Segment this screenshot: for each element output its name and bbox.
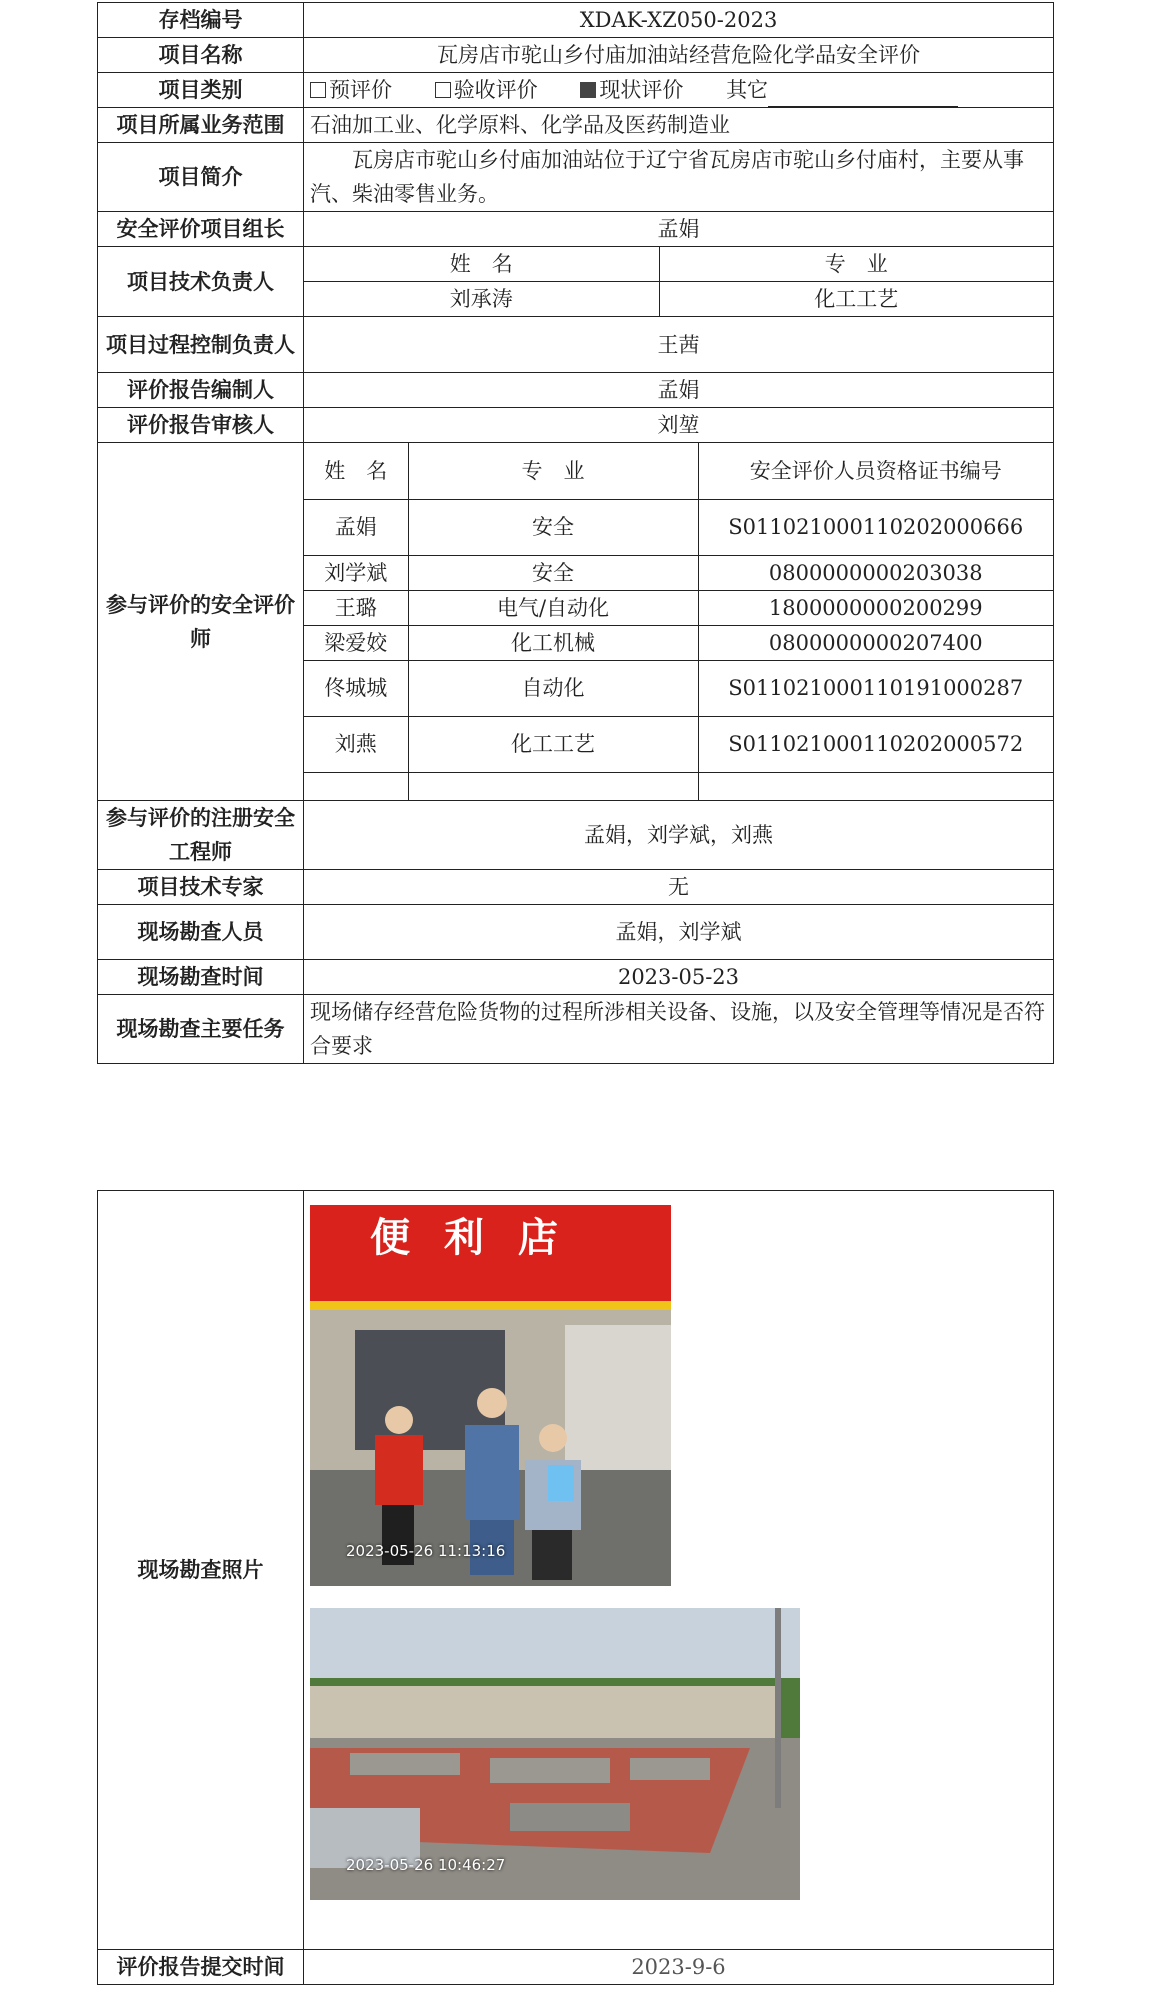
project-type-label: 项目类别 — [98, 73, 304, 108]
table-row — [304, 443, 1053, 499]
compiler-label: 评价报告编制人 — [98, 373, 304, 408]
project-name-value: 瓦房店市驼山乡付庙加油站经营危险化学品安全评价 — [304, 38, 1054, 73]
row-photos — [98, 1191, 1054, 1950]
evaluator-cert: S011021000110202000572 — [698, 716, 1053, 772]
tech-lead-subtable — [304, 247, 1053, 316]
row-summary — [98, 143, 1054, 212]
tech-lead-name: 刘承涛 — [304, 282, 659, 317]
evaluators-subtable — [304, 443, 1053, 800]
table-row — [304, 555, 1053, 590]
row-tech-lead — [98, 247, 1054, 317]
tech-lead-header-major: 专 业 — [659, 247, 1053, 282]
archive-value: XDAK-XZ050-2023 — [304, 3, 1054, 38]
tech-lead-header-name: 姓 名 — [304, 247, 659, 282]
site-photo-tank-area[interactable] — [310, 1608, 800, 1900]
evaluators-label: 参与评价的安全评价师 — [98, 443, 304, 801]
survey-task-value: 现场储存经营危险货物的过程所涉相关设备、设施，以及安全管理等情况是否符合要求 — [304, 995, 1054, 1064]
engineers-value: 孟娟，刘学斌，刘燕 — [304, 801, 1054, 870]
photos-label: 现场勘查照片 — [98, 1191, 304, 1950]
row-archive — [98, 3, 1054, 38]
table-row — [304, 499, 1053, 555]
row-survey-time — [98, 960, 1054, 995]
evaluator-major: 电气/自动化 — [408, 590, 698, 625]
team-leader-value: 孟娟 — [304, 212, 1054, 247]
summary-label: 项目简介 — [98, 143, 304, 212]
evaluator-name: 孟娟 — [304, 499, 408, 555]
survey-time-value: 2023-05-23 — [304, 960, 1054, 995]
row-survey-task — [98, 995, 1054, 1064]
evaluator-major: 自动化 — [408, 660, 698, 716]
row-compiler — [98, 373, 1054, 408]
survey-staff-value: 孟娟，刘学斌 — [304, 905, 1054, 960]
checked-box-icon — [580, 82, 596, 98]
row-reviewer — [98, 408, 1054, 443]
summary-value: 瓦房店市驼山乡付庙加油站位于辽宁省瓦房店市驼山乡付庙村，主要从事汽、柴油零售业务。 — [304, 143, 1054, 212]
store-sign-text: 便 利 店 — [370, 1215, 568, 1261]
tech-lead-major: 化工工艺 — [814, 287, 899, 311]
process-lead-label: 项目过程控制负责人 — [98, 317, 304, 373]
row-team-leader — [98, 212, 1054, 247]
business-scope-label: 项目所属业务范围 — [98, 108, 304, 143]
store-photo-image — [310, 1205, 671, 1586]
info-table — [97, 2, 1054, 1064]
row-evaluators — [98, 443, 1054, 801]
table-row — [304, 625, 1053, 660]
photo-table — [97, 1190, 1054, 1985]
evaluator-name: 梁爱姣 — [304, 625, 408, 660]
business-scope-value: 石油加工业、化学原料、化学品及医药制造业 — [304, 108, 1054, 143]
site-photo-store[interactable] — [310, 1205, 671, 1586]
evaluator-name: 王璐 — [304, 590, 408, 625]
survey-time-label: 现场勘查时间 — [98, 960, 304, 995]
process-lead-value: 王茜 — [304, 317, 1054, 373]
evaluator-cert: 0800000000203038 — [698, 555, 1053, 590]
survey-staff-label: 现场勘查人员 — [98, 905, 304, 960]
option-pre[interactable]: 预评价 — [310, 78, 392, 102]
tech-lead-label: 项目技术负责人 — [98, 247, 304, 317]
table-row — [304, 716, 1053, 772]
row-submit-time — [98, 1950, 1054, 1985]
row-project-type — [98, 73, 1054, 108]
option-acceptance[interactable]: 验收评价 — [435, 78, 538, 102]
row-survey-staff — [98, 905, 1054, 960]
evaluator-name: 刘学斌 — [304, 555, 408, 590]
evaluator-major: 安全 — [408, 555, 698, 590]
header-name: 姓 名 — [304, 443, 408, 499]
compiler-value: 孟娟 — [304, 373, 1054, 408]
project-type-options — [304, 73, 1054, 108]
engineers-label: 参与评价的注册安全工程师 — [98, 801, 304, 870]
row-project-name — [98, 38, 1054, 73]
option-status[interactable]: 现状评价 — [580, 78, 683, 102]
experts-label: 项目技术专家 — [98, 870, 304, 905]
table-row — [304, 660, 1053, 716]
archive-label: 存档编号 — [98, 3, 304, 38]
team-leader-label: 安全评价项目组长 — [98, 212, 304, 247]
row-experts — [98, 870, 1054, 905]
evaluator-cert: S011021000110191000287 — [698, 660, 1053, 716]
reviewer-value: 刘堃 — [304, 408, 1054, 443]
project-name-label: 项目名称 — [98, 38, 304, 73]
survey-task-label: 现场勘查主要任务 — [98, 995, 304, 1064]
row-business-scope — [98, 108, 1054, 143]
photo-timestamp: 2023-05-26 10:46:27 — [346, 1856, 506, 1874]
evaluator-name: 刘燕 — [304, 716, 408, 772]
header-cert: 安全评价人员资格证书编号 — [698, 443, 1053, 499]
row-process-lead — [98, 317, 1054, 373]
evaluator-name: 佟城城 — [304, 660, 408, 716]
experts-value: 无 — [304, 870, 1054, 905]
checkbox-icon — [310, 82, 326, 98]
evaluator-cert: 0800000000207400 — [698, 625, 1053, 660]
row-engineers — [98, 801, 1054, 870]
photo-timestamp: 2023-05-26 11:13:16 — [346, 1542, 506, 1560]
table-row-empty — [304, 772, 1053, 800]
checkbox-icon — [435, 82, 451, 98]
option-other: 其它 — [726, 78, 958, 102]
other-blank[interactable] — [768, 84, 958, 107]
reviewer-label: 评价报告审核人 — [98, 408, 304, 443]
evaluator-major: 安全 — [408, 499, 698, 555]
header-major: 专 业 — [408, 443, 698, 499]
evaluator-cert: 1800000000200299 — [698, 590, 1053, 625]
table-row — [304, 590, 1053, 625]
evaluator-major: 化工工艺 — [408, 716, 698, 772]
evaluator-cert: S011021000110202000666 — [698, 499, 1053, 555]
submit-time-value: 2023-9-6 — [304, 1950, 1054, 1985]
evaluator-major: 化工机械 — [408, 625, 698, 660]
submit-time-label: 评价报告提交时间 — [98, 1950, 304, 1985]
